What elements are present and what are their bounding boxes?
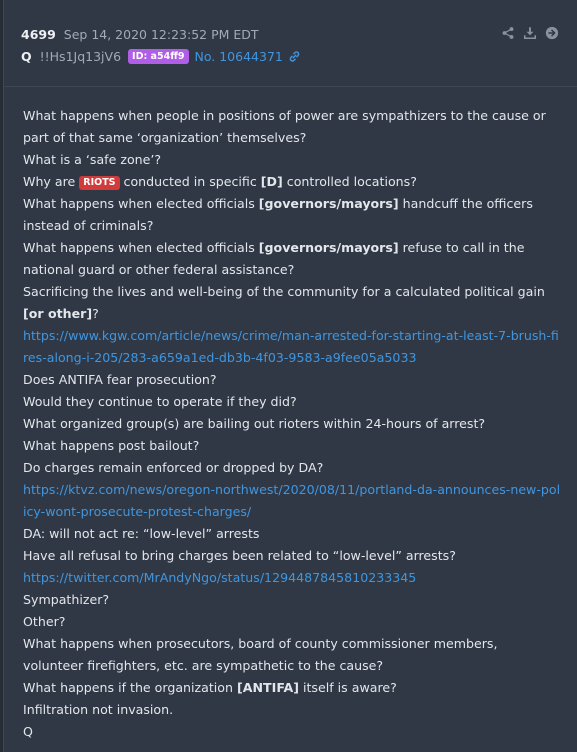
body-line xyxy=(23,325,561,369)
body-text: conducted in specific xyxy=(119,174,261,189)
twitter-status-link[interactable]: https://twitter.com/MrAndyNgo/status/1294487845810233345 xyxy=(23,570,417,585)
post-no-link[interactable]: No. 10644371 xyxy=(194,48,283,64)
body-text: Have all refusal to bring charges been related to “low-level” arrests? xyxy=(23,548,456,563)
body-line xyxy=(23,281,561,325)
post-author-row xyxy=(21,48,301,64)
body-line xyxy=(23,457,561,479)
body-bold-text: [D] xyxy=(260,174,283,189)
body-line xyxy=(23,611,561,633)
kgw-article-link[interactable]: https://www.kgw.com/article/news/crime/man-arrested-for-starting-at-least-7-brush-fires-along-i-205/283-a659a1ed-db3b-4f03-9583-a9fee05a5033 xyxy=(23,328,559,365)
body-line xyxy=(23,589,561,611)
post-body xyxy=(23,105,561,743)
riots-tag: RIOTS xyxy=(79,176,119,190)
post-number: 4699 xyxy=(21,26,56,42)
body-text: Does ANTIFA fear prosecution? xyxy=(23,372,217,387)
body-text: controlled locations? xyxy=(282,174,417,189)
body-line xyxy=(23,237,561,281)
body-text: What is a ‘safe zone’? xyxy=(23,152,162,167)
body-text: itself is aware? xyxy=(298,680,397,695)
body-line xyxy=(23,721,561,743)
body-line xyxy=(23,369,561,391)
post-meta-row xyxy=(21,26,259,42)
body-line xyxy=(23,149,561,171)
body-line xyxy=(23,567,561,589)
body-text: refuse to call in the national guard or other federal assistance? xyxy=(23,240,525,277)
body-text: DA: will not act re: “low-level” arrests xyxy=(23,526,260,541)
post-card xyxy=(3,0,577,752)
share-icon[interactable] xyxy=(501,26,515,40)
body-text: What happens when elected officials xyxy=(23,240,259,255)
body-text: What happens if the organization xyxy=(23,680,237,695)
link-icon[interactable] xyxy=(288,50,301,63)
body-line xyxy=(23,105,561,149)
body-text: Do charges remain enforced or dropped by DA? xyxy=(23,460,324,475)
body-bold-text: [ANTIFA] xyxy=(237,680,299,695)
post-actions xyxy=(501,26,559,40)
body-line xyxy=(23,479,561,523)
post-tripcode: !!Hs1Jq13jV6 xyxy=(39,48,122,64)
body-line xyxy=(23,523,561,545)
body-line xyxy=(23,633,561,677)
id-badge: ID: a54ff9 xyxy=(128,49,188,64)
body-text: Sacrificing the lives and well-being of the community for a calculated political gain xyxy=(23,284,545,299)
body-text: Would they continue to operate if they did? xyxy=(23,394,297,409)
post-author: Q xyxy=(21,48,32,64)
body-text: What happens when elected officials xyxy=(23,196,259,211)
post-header xyxy=(4,0,577,87)
body-line xyxy=(23,193,561,237)
body-line xyxy=(23,391,561,413)
body-text: Sympathizer? xyxy=(23,592,110,607)
body-text: Infiltration not invasion. xyxy=(23,702,174,717)
post-date: Sep 14, 2020 12:23:52 PM EDT xyxy=(63,26,259,42)
body-bold-text: [or other] xyxy=(23,306,93,321)
body-text: handcuff the officers instead of criminals? xyxy=(23,196,533,233)
body-text: Why are xyxy=(23,174,80,189)
download-icon[interactable] xyxy=(523,26,537,40)
body-line xyxy=(23,171,561,193)
body-text: What happens post bailout? xyxy=(23,438,200,453)
arrow-right-circle-icon[interactable] xyxy=(545,26,559,40)
body-line xyxy=(23,699,561,721)
body-text: ? xyxy=(92,306,99,321)
body-bold-text: [governors/mayors] xyxy=(258,196,399,211)
body-line xyxy=(23,435,561,457)
body-line xyxy=(23,677,561,699)
body-line xyxy=(23,545,561,567)
body-text: What organized group(s) are bailing out rioters within 24-hours of arrest? xyxy=(23,416,486,431)
body-line xyxy=(23,413,561,435)
signature-text: Q xyxy=(23,724,33,739)
body-text: What happens when people in positions of power are sympathizers to the cause or part of that same ‘organization’ themselves? xyxy=(23,108,546,145)
body-text: What happens when prosecutors, board of county commissioner members, volunteer firefighters, etc. are sympathetic to the cause? xyxy=(23,636,498,673)
ktvz-article-link[interactable]: https://ktvz.com/news/oregon-northwest/2020/08/11/portland-da-announces-new-policy-wont-prosecute-protest-charges/ xyxy=(23,482,561,519)
body-text: Other? xyxy=(23,614,66,629)
body-bold-text: [governors/mayors] xyxy=(258,240,399,255)
